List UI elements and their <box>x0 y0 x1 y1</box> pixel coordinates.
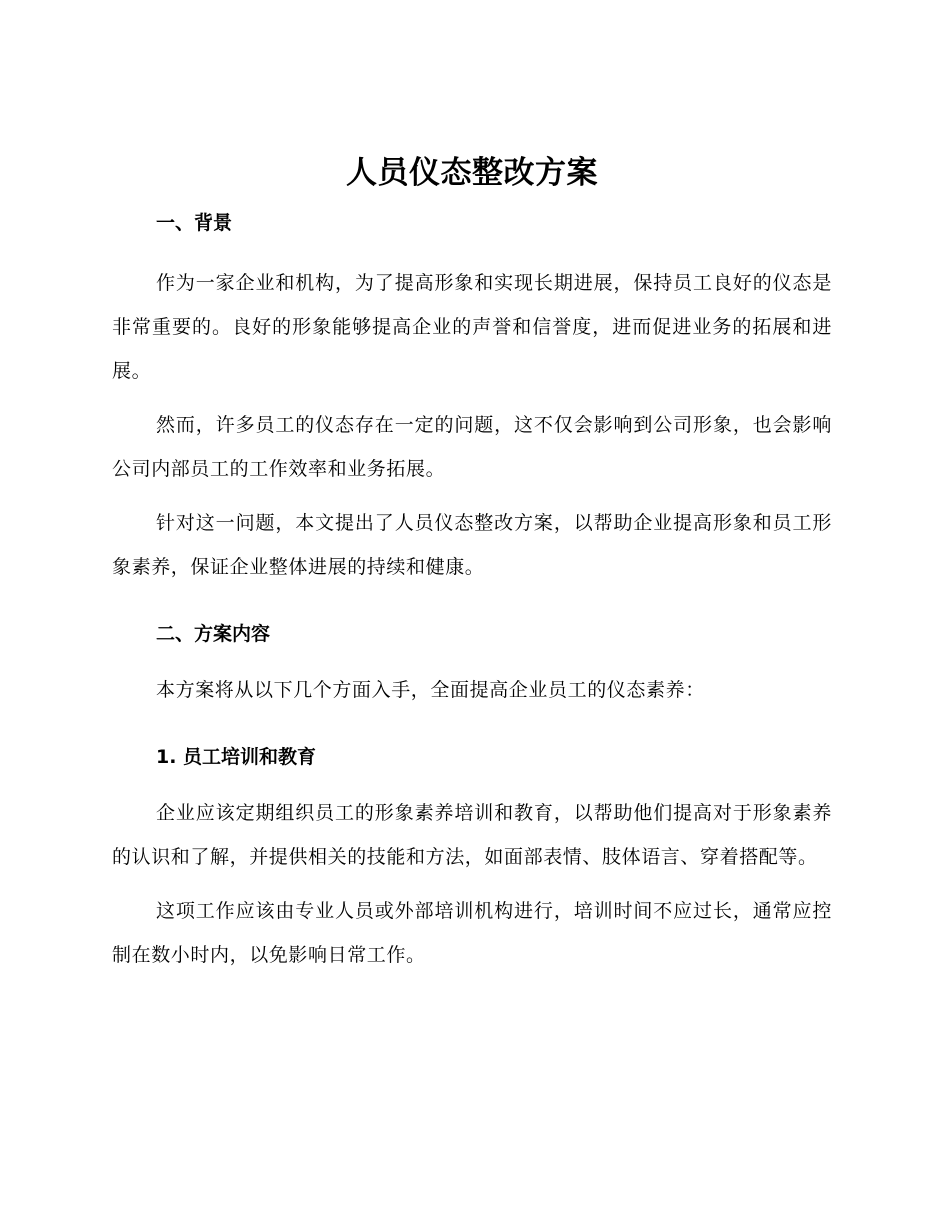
paragraph: 针对这一问题，本文提出了人员仪态整改方案，以帮助企业提高形象和员工形象素养，保证企业整体进展的持续和健康。 <box>112 512 832 578</box>
document-title: 人员仪态整改方案 <box>346 155 598 191</box>
paragraph: 这项工作应该由专业人员或外部培训机构进行，培训时间不应过长，通常应控制在数小时内，以免影响日常工作。 <box>112 900 832 966</box>
paragraph: 作为一家企业和机构，为了提高形象和实现长期进展，保持员工良好的仪态是非常重要的。良好的形象能够提高企业的声誉和信誉度，进而促进业务的拓展和进展。 <box>112 272 832 382</box>
paragraph: 企业应该定期组织员工的形象素养培训和教育，以帮助他们提高对于形象素养的认识和了解，并提供相关的技能和方法，如面部表情、肢体语言、穿着搭配等。 <box>112 802 832 868</box>
section-heading-plan-content: 二、方案内容 <box>156 623 271 645</box>
paragraph: 本方案将从以下几个方面入手，全面提高企业员工的仪态素养： <box>156 679 705 701</box>
subsection-heading-training: 1. 员工培训和教育 <box>156 746 317 768</box>
section-heading-background: 一、背景 <box>156 212 233 234</box>
document-body <box>112 150 832 977</box>
paragraph: 然而，许多员工的仪态存在一定的问题，这不仅会影响到公司形象，也会影响公司内部员工的工作效率和业务拓展。 <box>112 414 832 480</box>
